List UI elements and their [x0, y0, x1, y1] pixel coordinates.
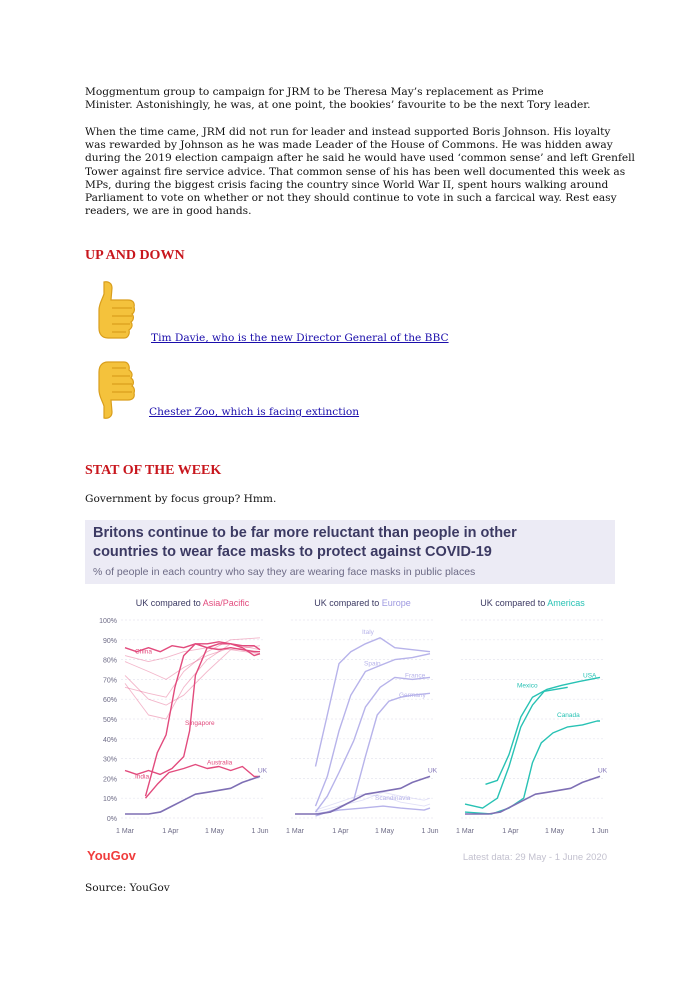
series-label-canada: Canada	[557, 712, 580, 720]
paragraph-line: MPs, during the biggest crisis facing the country since World War II, spent hours walking around	[85, 178, 609, 191]
paragraph-1	[85, 86, 625, 112]
paragraph-line: was rewarded by Johnson as he was made Leader of the House of Commons. He was hidden away	[85, 139, 613, 152]
yougov-logo: YouGov	[87, 848, 136, 863]
x-tick-label: 1 Mar	[286, 828, 304, 835]
panel-title-prefix: UK compared to	[314, 598, 382, 608]
series-label-usa: USA	[583, 672, 597, 680]
y-tick-label: 70%	[102, 677, 117, 685]
y-tick-label: 90%	[102, 637, 117, 645]
y-tick-label: 60%	[102, 697, 117, 705]
chart-footnote: Latest data: 29 May - 1 June 2020	[462, 852, 607, 863]
x-tick-label: 1 Jun	[251, 828, 269, 835]
paragraph-line: Tower against fire service advice. That common sense of his has been well documented this week as	[85, 165, 626, 178]
x-tick-label: 1 May	[544, 828, 565, 835]
thumbs-down-icon	[94, 356, 138, 420]
paragraph-line: during the 2019 election campaign after he said he would have used ‘common sense’ and left Grenfell	[85, 152, 635, 165]
paragraph-line: Minister. Astonishingly, he was, at one point, the bookies’ favourite to be the next Tory leader.	[85, 99, 591, 112]
panel-title	[480, 598, 585, 608]
panel-title-region: Americas	[547, 598, 585, 608]
y-tick-label: 80%	[102, 657, 117, 665]
series-label-spain: Spain	[364, 660, 381, 668]
series-label-uk: UK	[598, 767, 608, 775]
series-label-india: India	[135, 773, 150, 781]
y-tick-label: 40%	[102, 736, 117, 744]
up-and-down-heading: UP AND DOWN	[85, 248, 185, 263]
x-tick-label: 1 Jun	[421, 828, 439, 835]
thumbs-up-icon	[94, 280, 138, 344]
chart-title-line-1: Britons continue to be far more reluctant than people in other	[93, 525, 517, 541]
chester-zoo-link[interactable]: Chester Zoo, which is facing extinction	[149, 406, 360, 418]
series-label-uk: UK	[258, 767, 268, 775]
chart-title-line-2: countries to wear face masks to protect against COVID-19	[93, 544, 492, 560]
y-tick-label: 0%	[106, 816, 117, 823]
series-label-germany: Germany	[399, 692, 426, 700]
panel-title	[314, 598, 411, 608]
paragraph-line: Parliament to vote on whether or not they should continue to vote in such a farcical way. Rest easy	[85, 192, 617, 205]
panel-title	[136, 598, 250, 608]
yougov-chart-figure	[85, 520, 615, 870]
x-tick-label: 1 May	[204, 828, 225, 835]
paragraph-line: Moggmentum group to campaign for JRM to be Theresa May’s replacement as Prime	[85, 86, 544, 98]
x-tick-label: 1 Jun	[591, 828, 609, 835]
x-tick-label: 1 Mar	[456, 828, 474, 835]
x-tick-label: 1 Apr	[162, 828, 179, 835]
series-label-china: China	[135, 648, 152, 656]
y-tick-label: 10%	[102, 796, 117, 804]
series-label-singapore: Singapore	[185, 719, 215, 727]
series-label-france: France	[405, 672, 426, 680]
panel-title-region: Europe	[381, 598, 411, 608]
y-tick-label: 50%	[102, 717, 117, 724]
panel-title-prefix: UK compared to	[480, 598, 548, 608]
paragraph-line: readers, we are in good hands.	[85, 205, 252, 218]
tim-davie-link[interactable]: Tim Davie, who is the new Director General of the BBC	[151, 332, 449, 344]
y-tick-label: 20%	[102, 776, 117, 784]
stat-of-the-week-heading: STAT OF THE WEEK	[85, 463, 222, 478]
x-tick-label: 1 Apr	[332, 828, 349, 835]
stat-intro: Government by focus group? Hmm.	[85, 493, 277, 505]
panel-title-region: Asia/Pacific	[202, 598, 250, 608]
series-label-australia: Australia	[207, 759, 233, 767]
x-tick-label: 1 Apr	[502, 828, 519, 835]
series-label-mexico: Mexico	[517, 682, 538, 690]
x-tick-label: 1 Mar	[116, 828, 134, 835]
chart-subtitle: % of people in each country who say they are wearing face masks in public places	[93, 566, 476, 578]
y-tick-label: 100%	[99, 618, 117, 625]
paragraph-line: When the time came, JRM did not run for leader and instead supported Boris Johnson. His loyalty	[85, 126, 611, 138]
series-label-scandinavia: Scandinavia	[375, 795, 411, 803]
panel-title-prefix: UK compared to	[135, 598, 203, 608]
x-tick-label: 1 May	[374, 828, 395, 835]
series-label-uk: UK	[428, 767, 438, 775]
series-label-italy: Italy	[362, 628, 374, 636]
source-note: Source: YouGov	[85, 882, 170, 894]
paragraph-2	[85, 126, 635, 218]
y-tick-label: 30%	[102, 756, 117, 764]
